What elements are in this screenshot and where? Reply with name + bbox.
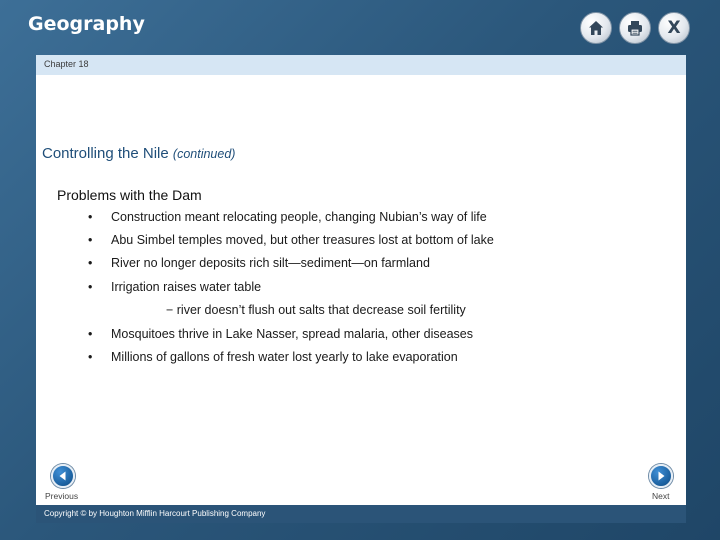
bullet-dot: • <box>88 327 93 341</box>
previous-button[interactable] <box>51 464 75 488</box>
bullet-dot: • <box>88 280 93 294</box>
bullet-dot: • <box>88 210 93 224</box>
home-button[interactable] <box>580 12 612 44</box>
triangle-left-icon <box>57 470 69 482</box>
previous-label[interactable]: Previous <box>45 491 79 501</box>
chapter-bar <box>36 55 686 75</box>
section-heading: Problems with the Dam <box>57 187 202 203</box>
list-item <box>88 350 458 364</box>
bullet-text: Millions of gallons of fresh water lost yearly to lake evaporation <box>111 350 458 364</box>
home-icon <box>587 19 605 37</box>
list-item <box>88 233 494 247</box>
slide-content <box>36 75 686 505</box>
slide-title-text: Controlling the Nile <box>42 145 169 162</box>
app-title: Geography <box>28 13 145 35</box>
bullet-text: Abu Simbel temples moved, but other treasures lost at bottom of lake <box>111 233 494 247</box>
list-item <box>88 210 487 224</box>
bullet-text: Mosquitoes thrive in Lake Nasser, spread malaria, other diseases <box>111 327 473 341</box>
next-button[interactable] <box>649 464 673 488</box>
toolbar <box>580 12 690 44</box>
close-icon: X <box>667 17 681 38</box>
bullet-dot: • <box>88 256 93 270</box>
copyright-text: Copyright © by Houghton Mifflin Harcourt Publishing Company <box>44 509 266 518</box>
bullet-dot: • <box>88 350 93 364</box>
close-button[interactable] <box>658 12 690 44</box>
list-item <box>88 280 261 294</box>
sub-list-item: − river doesn’t flush out salts that decrease soil fertility <box>166 303 466 317</box>
footer-bar <box>36 505 686 523</box>
bullet-text: Irrigation raises water table <box>111 280 262 294</box>
bullet-text: River no longer deposits rich silt—sediment—on farmland <box>111 256 430 270</box>
slide-title-suffix: (continued) <box>172 147 236 161</box>
slide-title <box>42 145 235 162</box>
print-icon <box>626 19 644 37</box>
next-label[interactable]: Next <box>652 491 670 501</box>
triangle-right-icon <box>655 470 667 482</box>
list-item <box>88 327 473 341</box>
list-item <box>88 256 430 270</box>
print-button[interactable] <box>619 12 651 44</box>
chapter-label: Chapter 18 <box>44 59 89 69</box>
bullet-text: Construction meant relocating people, changing Nubian’s way of life <box>111 210 487 224</box>
bullet-dot: • <box>88 233 93 247</box>
